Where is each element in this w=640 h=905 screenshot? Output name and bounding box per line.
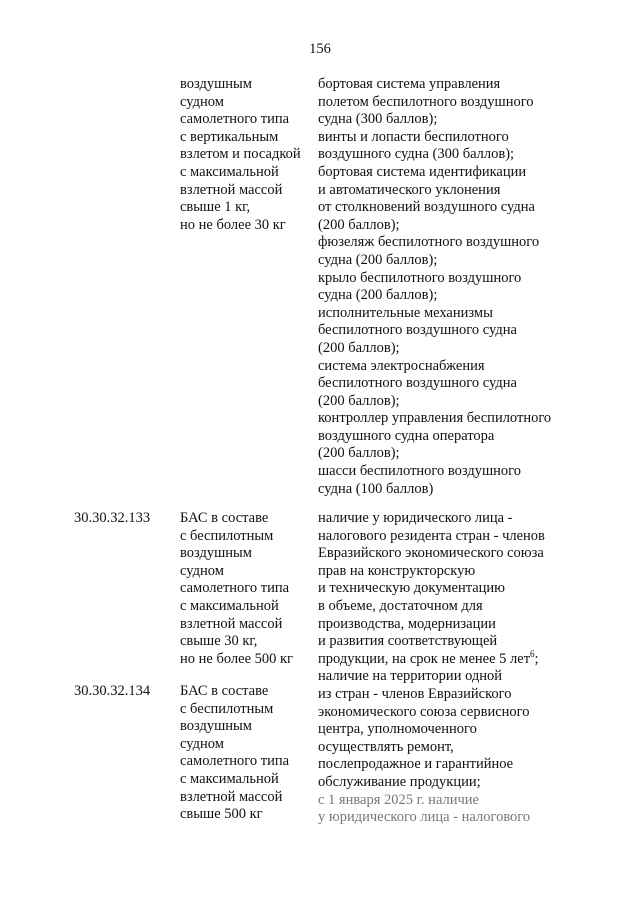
- page-number: 156: [309, 41, 331, 57]
- continuation-requirements: бортовая система управления полетом беспилотного воздушного судна (300 баллов); винты и лопасти беспилотного воздушного судна (300 баллов); бортовая система идентификации и автоматического уклонения от столкновений воздушного судна (200 баллов); фюзеляж беспилотного воздушного судна (200 баллов); крыло беспилотного воздушного судна (200 баллов); исполнительные механизмы беспилотного воздушного судна (200 баллов); система электроснабжения беспилотного воздушного судна (200 баллов); контроллер управления беспилотного воздушного судна оператора (200 баллов); шасси беспилотного воздушного судна (100 баллов): [318, 76, 552, 497]
- entry-description: БАС в составе с беспилотным воздушным судном самолетного типа с максимальной взлетной массой свыше 30 кг, но не более 500 кг: [180, 510, 293, 667]
- footnote-mark: 6: [530, 648, 535, 659]
- entry-description: БАС в составе с беспилотным воздушным судном самолетного типа с максимальной взлетной массой свыше 500 кг: [180, 683, 290, 823]
- requirements-part1: наличие у юридического лица - налогового резидента стран - членов Евразийского экономического союза прав на конструкторскую и техническую документацию в объеме, достаточном для производства, модернизации и развития соответствующей продукции, на срок не менее 5 лет: [318, 510, 545, 667]
- requirements-part3: с 1 января 2025 г. наличие у юридического лица - налогового: [318, 791, 531, 826]
- requirements-part2: наличие на территории одной из стран - членов Евразийского экономического союза сервисного центра, уполномоченного осуществлять ремонт, послепродажное и гарантийное обслуживание продукции;: [318, 668, 530, 790]
- shared-requirements: [318, 510, 578, 827]
- requirements-part1-end: ;: [534, 650, 539, 667]
- entry-code: 30.30.32.134: [74, 683, 151, 699]
- entry-code: 30.30.32.133: [74, 510, 151, 526]
- continuation-description: воздушным судном самолетного типа с вертикальным взлетом и посадкой с максимальной взлетной массой свыше 1 кг, но не более 30 кг: [180, 76, 301, 233]
